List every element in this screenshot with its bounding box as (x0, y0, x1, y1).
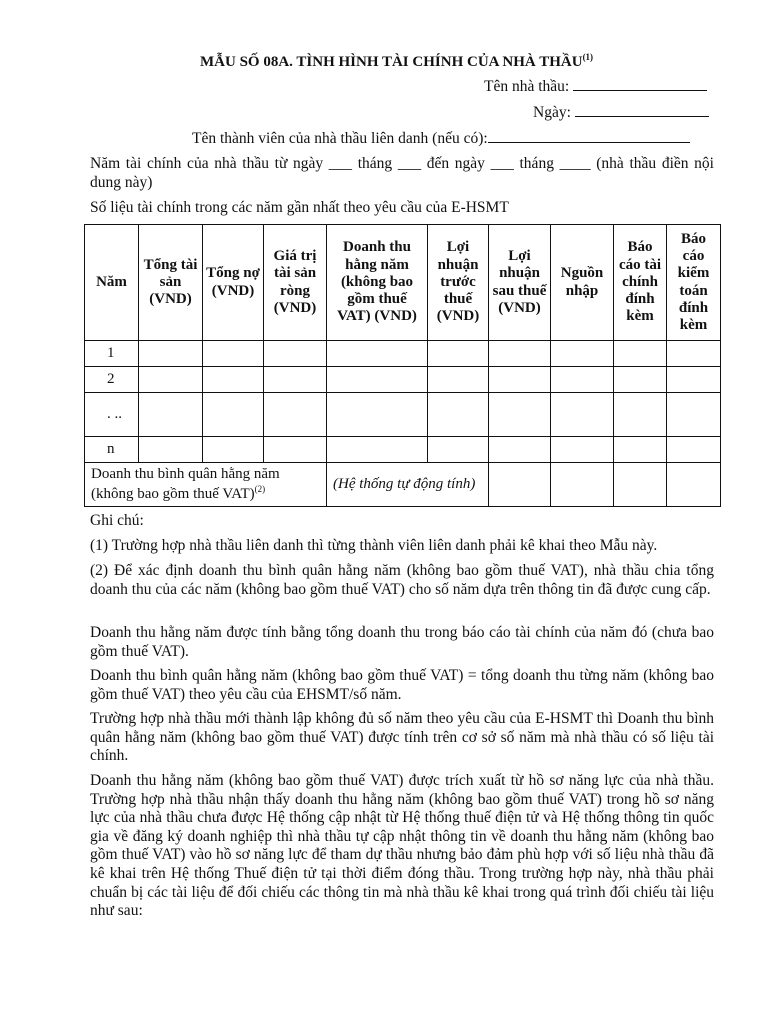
table-cell[interactable] (428, 437, 489, 463)
table-row (85, 341, 721, 367)
table-cell[interactable] (551, 367, 614, 393)
note-1: (1) Trường hợp nhà thầu liên danh thì từng thành viên liên danh phải kê khai theo Mẫu này. (90, 537, 658, 554)
table-cell[interactable] (489, 367, 551, 393)
table-cell (614, 463, 667, 507)
intro-text: Số liệu tài chính trong các năm gần nhất theo yêu cầu của E-HSMT (90, 199, 509, 216)
bidder-name-field[interactable] (573, 78, 707, 91)
table-row (85, 393, 721, 437)
table-cell[interactable] (551, 393, 614, 437)
year-cell: 1 (85, 341, 139, 367)
table-cell[interactable] (264, 341, 327, 367)
notes-heading: Ghi chú: (90, 512, 144, 529)
column-header: Giá trị tài sản ròng (VND) (264, 225, 327, 341)
member-line (192, 130, 690, 149)
table-cell[interactable] (667, 393, 721, 437)
member-label: Tên thành viên của nhà thầu liên danh (nếu có): (192, 130, 488, 147)
financial-table (84, 224, 721, 507)
table-cell[interactable] (489, 341, 551, 367)
table-cell[interactable] (327, 341, 428, 367)
table-cell[interactable] (614, 367, 667, 393)
table-cell[interactable] (203, 393, 264, 437)
table-cell[interactable] (203, 367, 264, 393)
table-cell[interactable] (428, 341, 489, 367)
table-cell[interactable] (614, 437, 667, 463)
table-cell[interactable] (139, 341, 203, 367)
table-cell[interactable] (667, 367, 721, 393)
table-cell (551, 463, 614, 507)
average-revenue-text: Doanh thu bình quân hằng năm (không bao gồm thuế VAT) (91, 466, 280, 502)
table-cell[interactable] (667, 341, 721, 367)
table-footer-row (85, 463, 721, 507)
table-cell[interactable] (614, 341, 667, 367)
auto-calc-cell: (Hệ thống tự động tính) (327, 463, 489, 507)
average-revenue-label (85, 463, 327, 507)
date-field[interactable] (575, 104, 709, 117)
date-line (533, 104, 709, 123)
table-row (85, 437, 721, 463)
table-cell[interactable] (203, 341, 264, 367)
year-cell: . .. (85, 393, 139, 437)
column-header: Báo cáo kiểm toán đính kèm (667, 225, 721, 341)
table-header-row (85, 225, 721, 341)
bidder-name-label: Tên nhà thầu: (484, 78, 570, 95)
table-row (85, 367, 721, 393)
column-header: Doanh thu hằng năm (không bao gồm thuế VAT) (VND) (327, 225, 428, 341)
table-cell (489, 463, 551, 507)
note-paragraph-3: Doanh thu hằng năm được tính bằng tổng doanh thu trong báo cáo tài chính của năm đó (chưa bao gồm thuế VAT). (90, 624, 714, 660)
title-footnote-ref: (1) (582, 52, 594, 62)
column-header: Lợi nhuận sau thuế (VND) (489, 225, 551, 341)
table-cell[interactable] (489, 393, 551, 437)
year-cell: n (85, 437, 139, 463)
note-2: (2) Để xác định doanh thu bình quân hằng năm (không bao gồm thuế VAT), nhà thầu chia tổng doanh thu của các năm (không bao gồm thuế VAT) cho số năm dựa trên thông tin đã được cung cấp. (90, 562, 714, 598)
table-cell[interactable] (327, 393, 428, 437)
column-header: Tổng tài sản (VND) (139, 225, 203, 341)
table-cell[interactable] (203, 437, 264, 463)
bidder-name-line (484, 78, 707, 97)
table-cell[interactable] (489, 437, 551, 463)
table-cell[interactable] (428, 367, 489, 393)
table-cell[interactable] (264, 393, 327, 437)
footnote-ref-2: (2) (254, 483, 266, 494)
column-header: Tổng nợ (VND) (203, 225, 264, 341)
column-header: Lợi nhuận trước thuế (VND) (428, 225, 489, 341)
table-cell[interactable] (327, 437, 428, 463)
table-cell (667, 463, 721, 507)
column-header: Năm (85, 225, 139, 341)
table-cell[interactable] (551, 437, 614, 463)
member-field[interactable] (488, 130, 690, 143)
table-cell[interactable] (139, 437, 203, 463)
form-title-text: MẪU SỐ 08A. TÌNH HÌNH TÀI CHÍNH CỦA NHÀ THẦU (200, 54, 583, 70)
fiscal-year-text: Năm tài chính của nhà thầu từ ngày ___ tháng ___ đến ngày ___ tháng ____ (nhà thầu điền nội dung này) (90, 155, 714, 191)
form-title (200, 52, 650, 71)
table-cell[interactable] (428, 393, 489, 437)
column-header: Báo cáo tài chính đính kèm (614, 225, 667, 341)
date-label: Ngày: (533, 104, 571, 121)
note-paragraph-5: Trường hợp nhà thầu mới thành lập không đủ số năm theo yêu cầu của E-HSMT thì Doanh thu bình quân hằng năm (không bao gồm thuế VAT) được tính trên cơ sở số năm mà nhà thầu có số liệu tài chính. (90, 710, 714, 765)
table-cell[interactable] (667, 437, 721, 463)
table-cell[interactable] (264, 437, 327, 463)
table-cell[interactable] (264, 367, 327, 393)
column-header: Nguồn nhập (551, 225, 614, 341)
table-cell[interactable] (327, 367, 428, 393)
year-cell: 2 (85, 367, 139, 393)
table-cell[interactable] (551, 341, 614, 367)
note-paragraph-6: Doanh thu hằng năm (không bao gồm thuế VAT) được trích xuất từ hồ sơ năng lực của nhà thầu. Trường hợp nhà thầu nhận thấy doanh thu hằng năm (không bao gồm thuế VAT) trong hồ sơ năng lực của nhà thầu chưa được Hệ thống cập nhật từ Hệ thống thuế điện tử và Hệ thống thông tin quốc gia về đăng ký doanh nghiệp thì nhà thầu tự cập nhật thông tin về doanh thu hằng năm (không bao gồm thuế VAT) vào hồ sơ năng lực để tham dự thầu nhưng bảo đảm phù hợp với số liệu nhà thầu đã kê khai trên Hệ thống Thuế điện tử tại thời điểm đóng thầu. Trong trường hợp này, nhà thầu phải chuẩn bị các tài liệu để đối chiếu các thông tin mà nhà thầu kê khai trong quá trình đối chiếu tài liệu như sau: (90, 772, 714, 920)
note-paragraph-4: Doanh thu bình quân hằng năm (không bao gồm thuế VAT) = tổng doanh thu từng năm (không bao gồm thuế VAT) theo yêu cầu của EHSMT/số năm. (90, 667, 714, 703)
table-cell[interactable] (139, 367, 203, 393)
table-cell[interactable] (139, 393, 203, 437)
table-cell[interactable] (614, 393, 667, 437)
